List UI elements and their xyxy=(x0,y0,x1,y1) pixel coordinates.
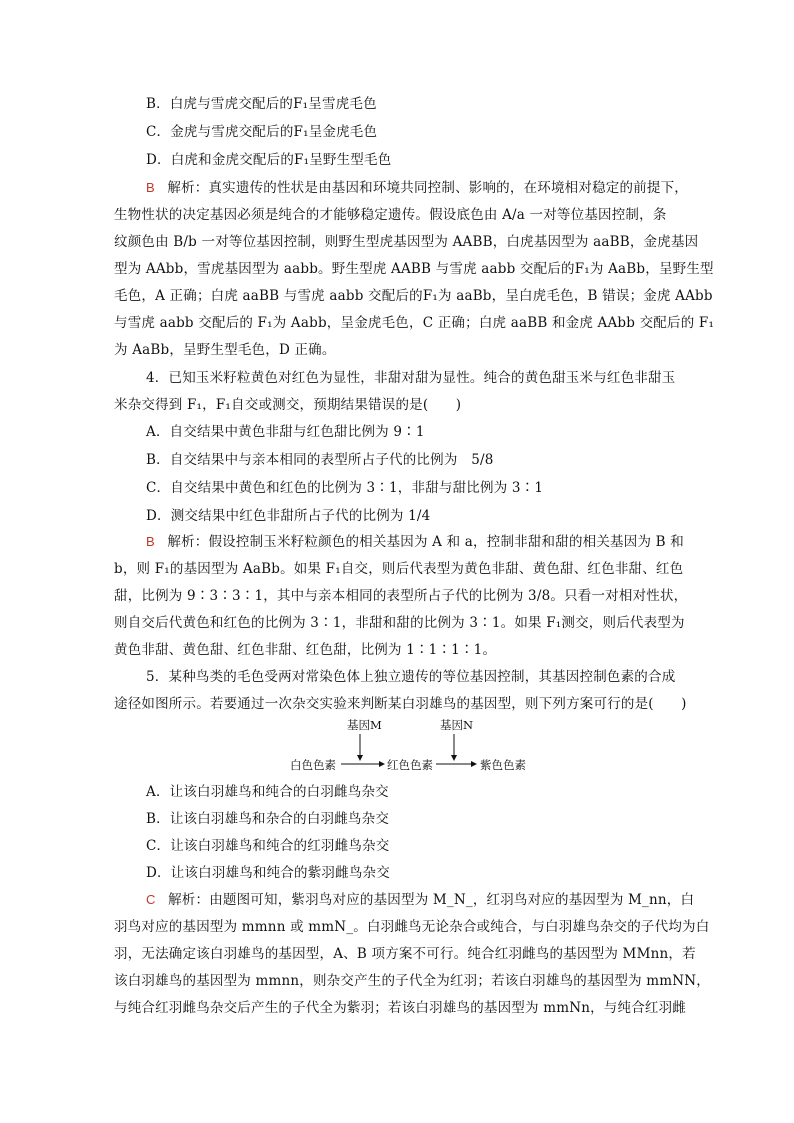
q4-analysis-line-2: b，则 F₁的基因型为 AaBb。如果 F₁自交，则后代表型为黄色非甜、黄色甜、红色非甜、红色 xyxy=(114,561,684,577)
gene-n-label: 基因N xyxy=(440,718,474,732)
q5-analysis-line-4: 该白羽雄鸟的基因型为 mmnn，则杂交产生的子代全为红羽；若该白羽雄鸟的基因型为 mmNN， xyxy=(114,973,711,989)
q3-analysis-line-1: B 解析：真实遗传的性状是由基因和环境共同控制、影响的，在环境相对稳定的前提下， xyxy=(146,180,688,196)
q5-analysis-line-2: 羽鸟对应的基因型为 mmnn 或 mmN_。白羽雌鸟无论杂合或纯合，与白羽雄鸟杂交的子代均为白 xyxy=(114,919,710,935)
pigment-pathway-diagram xyxy=(290,716,550,776)
q3-analysis-line-6: 与雪虎 aabb 交配后的 F₁为 Aabb，呈金虎毛色，C 正确；白虎 aaBB 和金虎 AAbb 交配后的 F₁ xyxy=(114,315,715,331)
q3-analysis-line-3: 纹颜色由 B/b 一对等位基因控制，则野生型虎基因型为 AABB，白虎基因型为 aaBB，金虎基因 xyxy=(114,234,699,250)
q5-option-a: A．让该白羽雄鸟和纯合的白羽雌鸟杂交 xyxy=(146,784,389,800)
q3-analysis-line-2: 生物性状的决定基因必须是纯合的才能够稳定遗传。假设底色由 A/a 一对等位基因控制，条 xyxy=(114,207,667,223)
q5-stem-line-2: 途径如图所示。若要通过一次杂交实验来判断某白羽雄鸟的基因型，则下列方案可行的是( ) xyxy=(114,696,687,712)
q3-option-b: B．白虎与雪虎交配后的F₁呈雪虎毛色 xyxy=(146,96,377,112)
q4-option-c: C．自交结果中黄色和红色的比例为 3∶1，非甜与甜比例为 3∶1 xyxy=(146,480,544,496)
red-pigment-label: 红色色素 xyxy=(387,758,433,772)
q4-option-a: A．自交结果中黄色非甜与红色甜比例为 9∶1 xyxy=(146,424,425,440)
q5-analysis-line-1: C 解析：由题图可知，紫羽鸟对应的基因型为 M_N_，红羽鸟对应的基因型为 M_nn，白 xyxy=(146,892,695,908)
gene-m-label: 基因M xyxy=(347,718,382,732)
q4-option-b: B．自交结果中与亲本相同的表型所占子代的比例为 5/8 xyxy=(146,452,494,468)
q5-analysis-line-5: 与纯合红羽雌鸟杂交后产生的子代全为紫羽；若该白羽雄鸟的基因型为 mmNn，与纯合红羽雌 xyxy=(114,1000,686,1016)
q3-option-d: D．白虎和金虎交配后的F₁呈野生型毛色 xyxy=(146,152,392,168)
q4-stem-line-2: 米杂交得到 F₁，F₁自交或测交，预期结果错误的是( ) xyxy=(114,397,462,413)
q3-answer-letter: B xyxy=(146,180,155,195)
q4-analysis-line-4: 则自交后代黄色和红色的比例为 3∶1，非甜和甜的比例为 3∶1。如果 F₁测交，则后代表型为 xyxy=(114,615,685,631)
purple-pigment-label: 紫色色素 xyxy=(480,758,526,772)
white-pigment-label: 白色色素 xyxy=(290,758,336,772)
q4-stem-line-1: 4．已知玉米籽粒黄色对红色为显性，非甜对甜为显性。纯合的黄色甜玉米与红色非甜玉 xyxy=(146,370,676,386)
q4-analysis-line-5: 黄色非甜、黄色甜、红色非甜、红色甜，比例为 1∶1∶1∶1。 xyxy=(114,642,497,658)
q5-option-c: C．让该白羽雄鸟和纯合的红羽雌鸟杂交 xyxy=(146,838,390,854)
q3-option-c: C．金虎与雪虎交配后的F₁呈金虎毛色 xyxy=(146,124,378,140)
q4-analysis-line-1: B 解析：假设控制玉米籽粒颜色的相关基因为 A 和 a，控制非甜和甜的相关基因为 B 和 xyxy=(146,534,684,550)
q3-analysis-line-5: 毛色，A 正确；白虎 aaBB 与雪虎 aabb 交配后的F₁为 aaBb，呈白虎毛色，B 错误；金虎 AAbb xyxy=(114,288,713,304)
q5-option-b: B．让该白羽雄鸟和杂合的白羽雌鸟杂交 xyxy=(146,811,390,827)
q4-analysis-line-3: 甜，比例为 9∶3∶3∶1，其中与亲本相同的表型所占子代的比例为 3/8。只看一对相对性状， xyxy=(114,588,688,604)
q5-option-d: D．让该白羽雄鸟和纯合的紫羽雌鸟杂交 xyxy=(146,865,390,881)
q3-analysis-line-4: 型为 AAbb，雪虎基因型为 aabb。野生型虎 AABB 与雪虎 aabb 交配后的F₁为 AaBb，呈野生型 xyxy=(114,261,714,277)
q4-answer-letter: B xyxy=(146,534,155,549)
q5-analysis-line-3: 羽，无法确定该白羽雄鸟的基因型，A、B 项方案不可行。纯合红羽雌鸟的基因型为 MMnn，若 xyxy=(114,946,696,962)
q5-answer-letter: C xyxy=(146,892,156,907)
q4-option-d: D．测交结果中红色非甜所占子代的比例为 1/4 xyxy=(146,508,431,524)
q5-stem-line-1: 5．某种鸟类的毛色受两对常染色体上独立遗传的等位基因控制，其基因控制色素的合成 xyxy=(146,669,676,685)
q3-analysis-line-7: 为 AaBb，呈野生型毛色，D 正确。 xyxy=(114,342,336,358)
